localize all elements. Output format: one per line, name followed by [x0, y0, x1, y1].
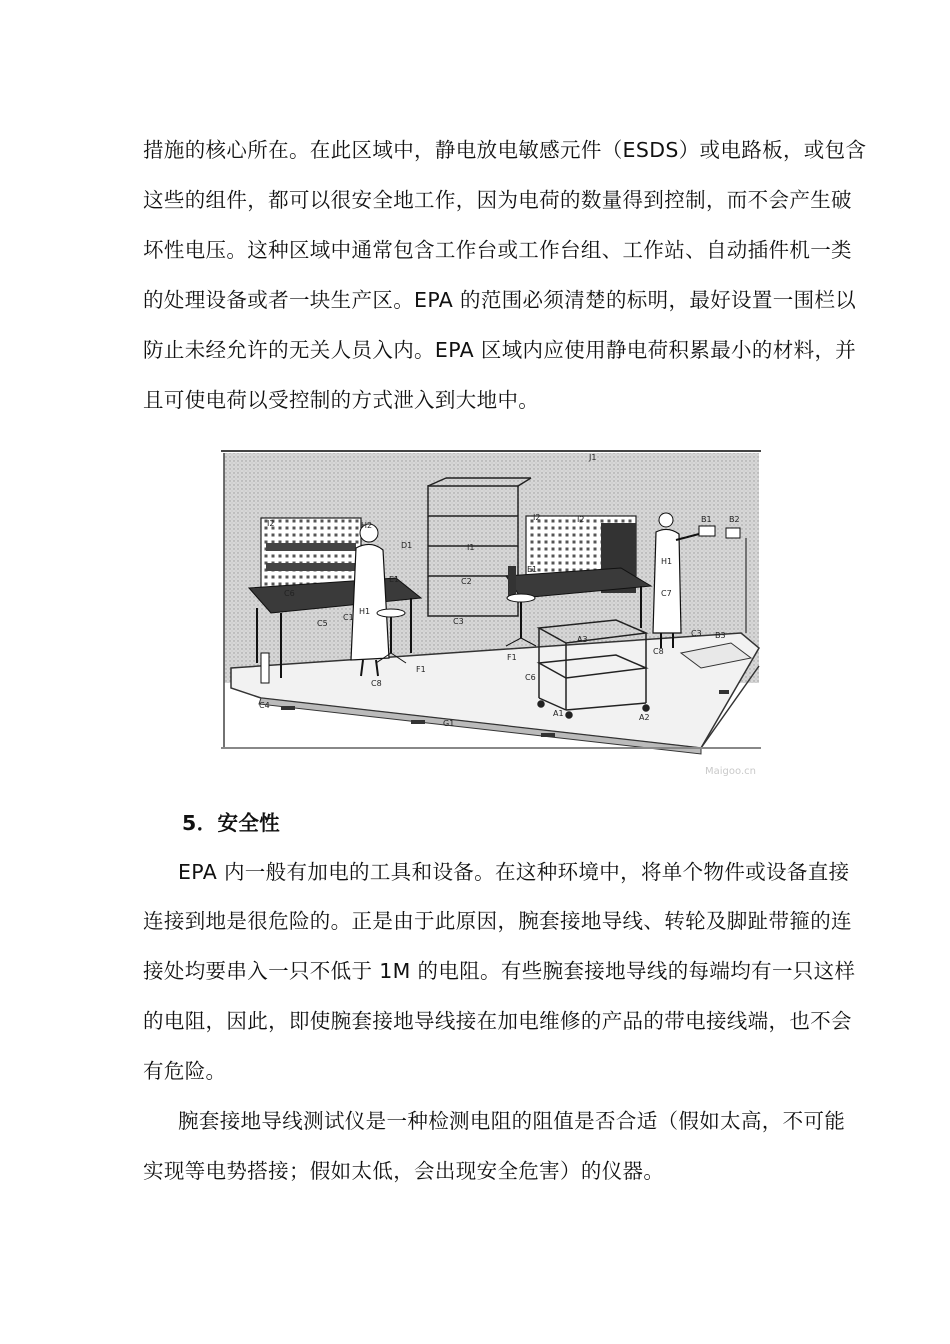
label-F1: F1: [507, 653, 517, 662]
label-C8: C8: [371, 679, 382, 688]
label-I2: I2: [577, 515, 585, 524]
label-H2: H2: [361, 521, 373, 530]
text-line: 接处均要串入一只不低于 1M 的电阻。有些腕套接地导线的每端均有一只这样: [143, 959, 856, 983]
text-line: 腕套接地导线测试仪是一种检测电阻的阻值是否合适（假如太高，不可能: [178, 1109, 846, 1133]
label-H1: H1: [661, 557, 673, 566]
text-line: 连接到地是很危险的。正是由于此原因，腕套接地导线、转轮及脚趾带箍的连: [143, 909, 852, 933]
text-line: 的电阻，因此，即使腕套接地导线接在加电维修的产品的带电接线端，也不会: [143, 1009, 852, 1033]
text-line: 实现等电势搭接；假如太低，会出现安全危害）的仪器。: [143, 1159, 665, 1183]
text-line: EPA 内一般有加电的工具和设备。在这种环境中，将单个物件或设备直接: [178, 860, 850, 884]
wall-socket-b2: [726, 528, 740, 538]
label-I2: I2: [533, 513, 541, 522]
watermark: Maigoo.cn: [705, 766, 756, 777]
label-C3: C3: [691, 629, 702, 638]
label-B1: B1: [701, 515, 712, 524]
label-C6: C6: [525, 673, 536, 682]
text-line: 这些的组件，都可以很安全地工作，因为电荷的数量得到控制，而不会产生破: [143, 188, 852, 212]
label-B2: B2: [729, 515, 740, 524]
text-line: 有危险。: [143, 1059, 227, 1083]
label-B3: B3: [715, 631, 726, 640]
label-C6: C6: [284, 589, 295, 598]
label-C5: C5: [317, 619, 328, 628]
label-A2: A2: [639, 713, 650, 722]
label-C1: C1: [343, 613, 354, 622]
label-C3: C3: [453, 617, 464, 626]
label-C4: C4: [259, 701, 270, 710]
label-C8: C8: [653, 647, 664, 656]
epa-illustration: [221, 448, 761, 780]
label-E1: E1: [389, 575, 400, 584]
label-E1: E1: [527, 565, 538, 574]
label-A1: A1: [553, 709, 564, 718]
section-heading: 5．安全性: [182, 811, 281, 835]
label-I2: I2: [267, 519, 275, 528]
label-C2: C2: [461, 577, 472, 586]
epa-illustration-drawing: [221, 448, 761, 780]
label-C7: C7: [661, 589, 672, 598]
text-line: 且可使电荷以受控制的方式泄入到大地中。: [143, 388, 540, 412]
text-line: 的处理设备或者一块生产区。EPA 的范围必须清楚的标明，最好设置一围栏以: [143, 288, 857, 312]
wall-tester-b1: [699, 526, 715, 536]
text-line: 防止未经允许的无关人员入内。EPA 区域内应使用静电荷积累最小的材料，并: [143, 338, 857, 362]
label-H1: H1: [359, 607, 371, 616]
text-line: 措施的核心所在。在此区域中，静电放电敏感元件（ESDS）或电路板，或包含: [143, 138, 867, 162]
label-G1: G1: [443, 719, 455, 728]
label-A3: A3: [577, 635, 588, 644]
text-line: 坏性电压。这种区域中通常包含工作台或工作台组、工作站、自动插件机一类: [143, 238, 852, 262]
label-J1: J1: [589, 453, 597, 462]
label-I1: I1: [467, 543, 475, 552]
label-F1: F1: [416, 665, 426, 674]
label-D1: D1: [401, 541, 413, 550]
